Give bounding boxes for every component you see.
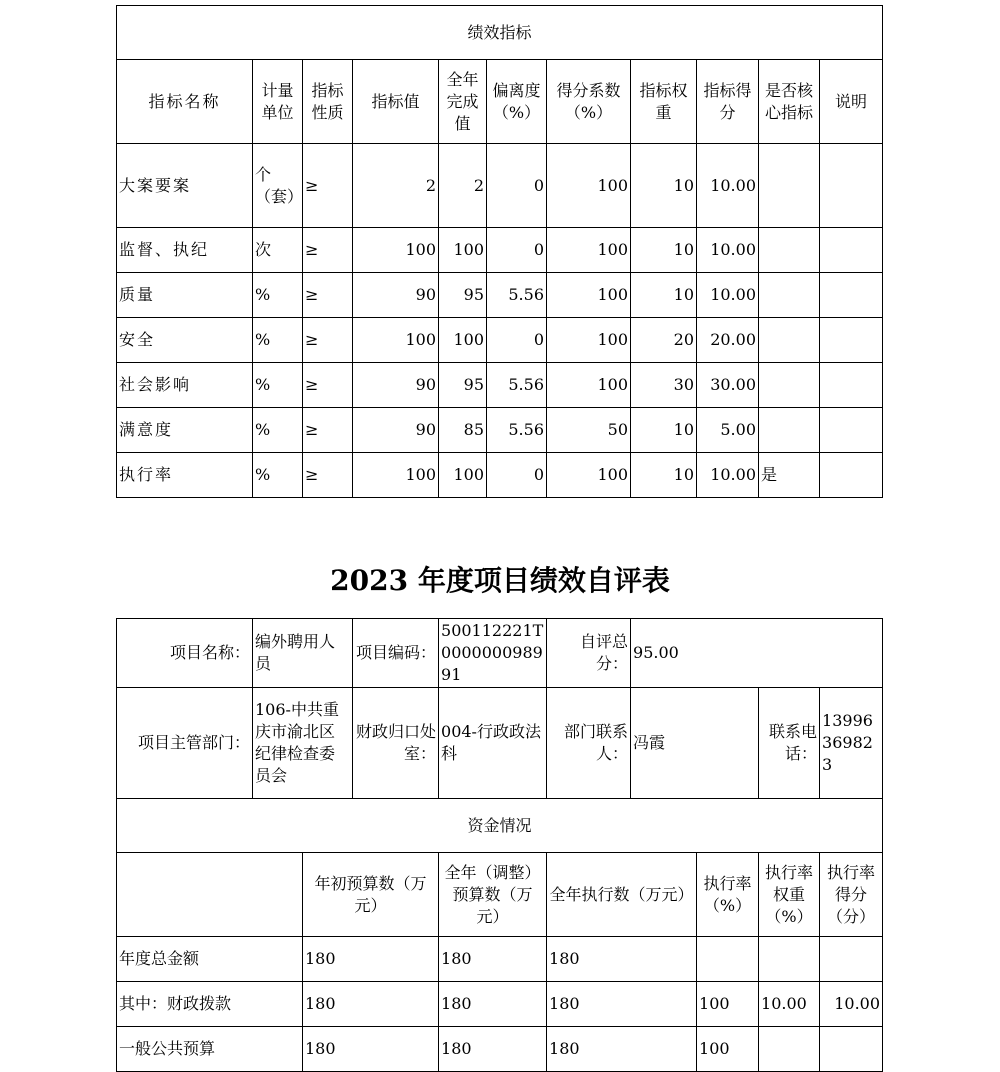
- indicator-note: [820, 408, 883, 453]
- dept-value: 106-中共重庆市渝北区纪律检查委员会: [253, 688, 353, 799]
- fund-rate: 100: [697, 982, 759, 1027]
- indicator-actual: 100: [439, 318, 487, 363]
- indicator-name: 质量: [117, 273, 253, 318]
- fund-weight: 10.00: [759, 982, 820, 1027]
- indicator-unit: %: [253, 408, 303, 453]
- indicator-weight: 10: [631, 228, 697, 273]
- fund-weight: [759, 1027, 820, 1072]
- fund-header-score: 执行率得分（分）: [820, 853, 883, 937]
- project-code-value: 500112221T000000098991: [439, 619, 547, 688]
- indicator-note: [820, 453, 883, 498]
- self-score-value: 95.00: [631, 619, 883, 688]
- indicator-weight: 20: [631, 318, 697, 363]
- indicator-deviation: 0: [487, 453, 547, 498]
- indicator-name: 安全: [117, 318, 253, 363]
- table-row: [117, 363, 883, 408]
- indicator-unit: 个（套）: [253, 144, 303, 228]
- fund-adjusted: 180: [439, 982, 547, 1027]
- indicator-coefficient: 100: [547, 144, 631, 228]
- fund-score: 10.00: [820, 982, 883, 1027]
- indicator-unit: %: [253, 453, 303, 498]
- header-target: 指标值: [353, 60, 439, 144]
- indicator-weight: 30: [631, 363, 697, 408]
- indicator-unit: %: [253, 318, 303, 363]
- contact-value: 冯霞: [631, 688, 759, 799]
- indicator-deviation: 5.56: [487, 408, 547, 453]
- indicator-score: 10.00: [697, 144, 759, 228]
- fund-adjusted: 180: [439, 937, 547, 982]
- header-deviation: 偏离度（%）: [487, 60, 547, 144]
- indicator-coefficient: 100: [547, 318, 631, 363]
- indicator-note: [820, 144, 883, 228]
- indicator-target: 2: [353, 144, 439, 228]
- fund-weight: [759, 937, 820, 982]
- table-row: [117, 453, 883, 498]
- indicator-coefficient: 100: [547, 363, 631, 408]
- header-core: 是否核心指标: [759, 60, 820, 144]
- indicator-score: 5.00: [697, 408, 759, 453]
- fund-row-label: 年度总金额: [117, 937, 303, 982]
- fund-initial: 180: [303, 937, 439, 982]
- indicator-target: 90: [353, 408, 439, 453]
- fund-header-initial: 年初预算数（万元）: [303, 853, 439, 937]
- indicator-name: 监督、执纪: [117, 228, 253, 273]
- indicator-deviation: 0: [487, 228, 547, 273]
- fund-rate: 100: [697, 1027, 759, 1072]
- indicator-core: [759, 273, 820, 318]
- header-nature: 指标性质: [303, 60, 353, 144]
- project-name-label: 项目名称：: [117, 619, 253, 688]
- indicator-core: [759, 408, 820, 453]
- indicator-nature: ≥: [303, 453, 353, 498]
- finance-label: 财政归口处室：: [353, 688, 439, 799]
- indicator-unit: %: [253, 363, 303, 408]
- indicator-target: 90: [353, 273, 439, 318]
- indicator-weight: 10: [631, 144, 697, 228]
- self-score-label: 自评总分：: [547, 619, 631, 688]
- indicator-actual: 100: [439, 228, 487, 273]
- indicator-nature: ≥: [303, 273, 353, 318]
- table-row: [117, 937, 883, 982]
- indicator-deviation: 5.56: [487, 273, 547, 318]
- header-indicator-name: 指标名称: [117, 60, 253, 144]
- indicator-note: [820, 318, 883, 363]
- indicator-name: 大案要案: [117, 144, 253, 228]
- indicator-nature: ≥: [303, 144, 353, 228]
- indicator-actual: 85: [439, 408, 487, 453]
- indicator-core: [759, 363, 820, 408]
- indicator-note: [820, 273, 883, 318]
- indicator-weight: 10: [631, 453, 697, 498]
- indicator-target: 100: [353, 453, 439, 498]
- funds-section-title: 资金情况: [117, 799, 883, 853]
- indicator-score: 10.00: [697, 273, 759, 318]
- indicator-note: [820, 363, 883, 408]
- indicator-score: 30.00: [697, 363, 759, 408]
- indicator-actual: 95: [439, 363, 487, 408]
- fund-row-label: 一般公共预算: [117, 1027, 303, 1072]
- indicator-target: 100: [353, 228, 439, 273]
- indicator-deviation: 0: [487, 144, 547, 228]
- finance-value: 004-行政政法科: [439, 688, 547, 799]
- indicator-name: 满意度: [117, 408, 253, 453]
- indicator-core: 是: [759, 453, 820, 498]
- fund-header-weight: 执行率权重（%）: [759, 853, 820, 937]
- indicator-nature: ≥: [303, 408, 353, 453]
- table-row: [117, 228, 883, 273]
- header-note: 说明: [820, 60, 883, 144]
- indicator-target: 90: [353, 363, 439, 408]
- indicator-core: [759, 318, 820, 363]
- contact-label: 部门联系人：: [547, 688, 631, 799]
- header-coefficient: 得分系数（%）: [547, 60, 631, 144]
- table-row: [117, 1027, 883, 1072]
- fund-header-adjusted: 全年（调整）预算数（万元）: [439, 853, 547, 937]
- fund-initial: 180: [303, 1027, 439, 1072]
- project-code-label: 项目编码：: [353, 619, 439, 688]
- indicator-actual: 2: [439, 144, 487, 228]
- fund-header-rate: 执行率（%）: [697, 853, 759, 937]
- fund-header-blank: [117, 853, 303, 937]
- table-row: [117, 273, 883, 318]
- indicator-nature: ≥: [303, 318, 353, 363]
- project-name-value: 编外聘用人员: [253, 619, 353, 688]
- indicator-score: 20.00: [697, 318, 759, 363]
- indicator-coefficient: 100: [547, 273, 631, 318]
- table-row: [117, 144, 883, 228]
- fund-executed: 180: [547, 1027, 697, 1072]
- indicator-coefficient: 100: [547, 453, 631, 498]
- indicator-unit: 次: [253, 228, 303, 273]
- indicator-deviation: 0: [487, 318, 547, 363]
- indicator-coefficient: 50: [547, 408, 631, 453]
- fund-row-label: 其中：财政拨款: [117, 982, 303, 1027]
- indicator-score: 10.00: [697, 228, 759, 273]
- table-row: [117, 408, 883, 453]
- indicator-name: 执行率: [117, 453, 253, 498]
- dept-label: 项目主管部门：: [117, 688, 253, 799]
- fund-score: [820, 1027, 883, 1072]
- fund-executed: 180: [547, 937, 697, 982]
- indicator-nature: ≥: [303, 228, 353, 273]
- fund-score: [820, 937, 883, 982]
- fund-adjusted: 180: [439, 1027, 547, 1072]
- table-row: [117, 318, 883, 363]
- phone-label: 联系电话：: [759, 688, 820, 799]
- indicator-section-title: 绩效指标: [117, 6, 883, 60]
- indicator-weight: 10: [631, 408, 697, 453]
- indicator-nature: ≥: [303, 363, 353, 408]
- indicator-score: 10.00: [697, 453, 759, 498]
- page-title: 2023 年度项目绩效自评表: [330, 564, 670, 597]
- indicator-target: 100: [353, 318, 439, 363]
- indicator-coefficient: 100: [547, 228, 631, 273]
- header-score: 指标得分: [697, 60, 759, 144]
- header-actual: 全年完成值: [439, 60, 487, 144]
- header-weight: 指标权重: [631, 60, 697, 144]
- table-row: [117, 982, 883, 1027]
- fund-executed: 180: [547, 982, 697, 1027]
- indicator-core: [759, 228, 820, 273]
- indicator-actual: 100: [439, 453, 487, 498]
- indicator-weight: 10: [631, 273, 697, 318]
- header-unit: 计量单位: [253, 60, 303, 144]
- indicator-note: [820, 228, 883, 273]
- indicator-table: [116, 5, 883, 498]
- indicator-unit: %: [253, 273, 303, 318]
- indicator-name: 社会影响: [117, 363, 253, 408]
- fund-header-executed: 全年执行数（万元）: [547, 853, 697, 937]
- indicator-actual: 95: [439, 273, 487, 318]
- indicator-deviation: 5.56: [487, 363, 547, 408]
- fund-initial: 180: [303, 982, 439, 1027]
- fund-rate: [697, 937, 759, 982]
- indicator-core: [759, 144, 820, 228]
- phone-value: 13996369823: [820, 688, 883, 799]
- project-table: [116, 618, 883, 1072]
